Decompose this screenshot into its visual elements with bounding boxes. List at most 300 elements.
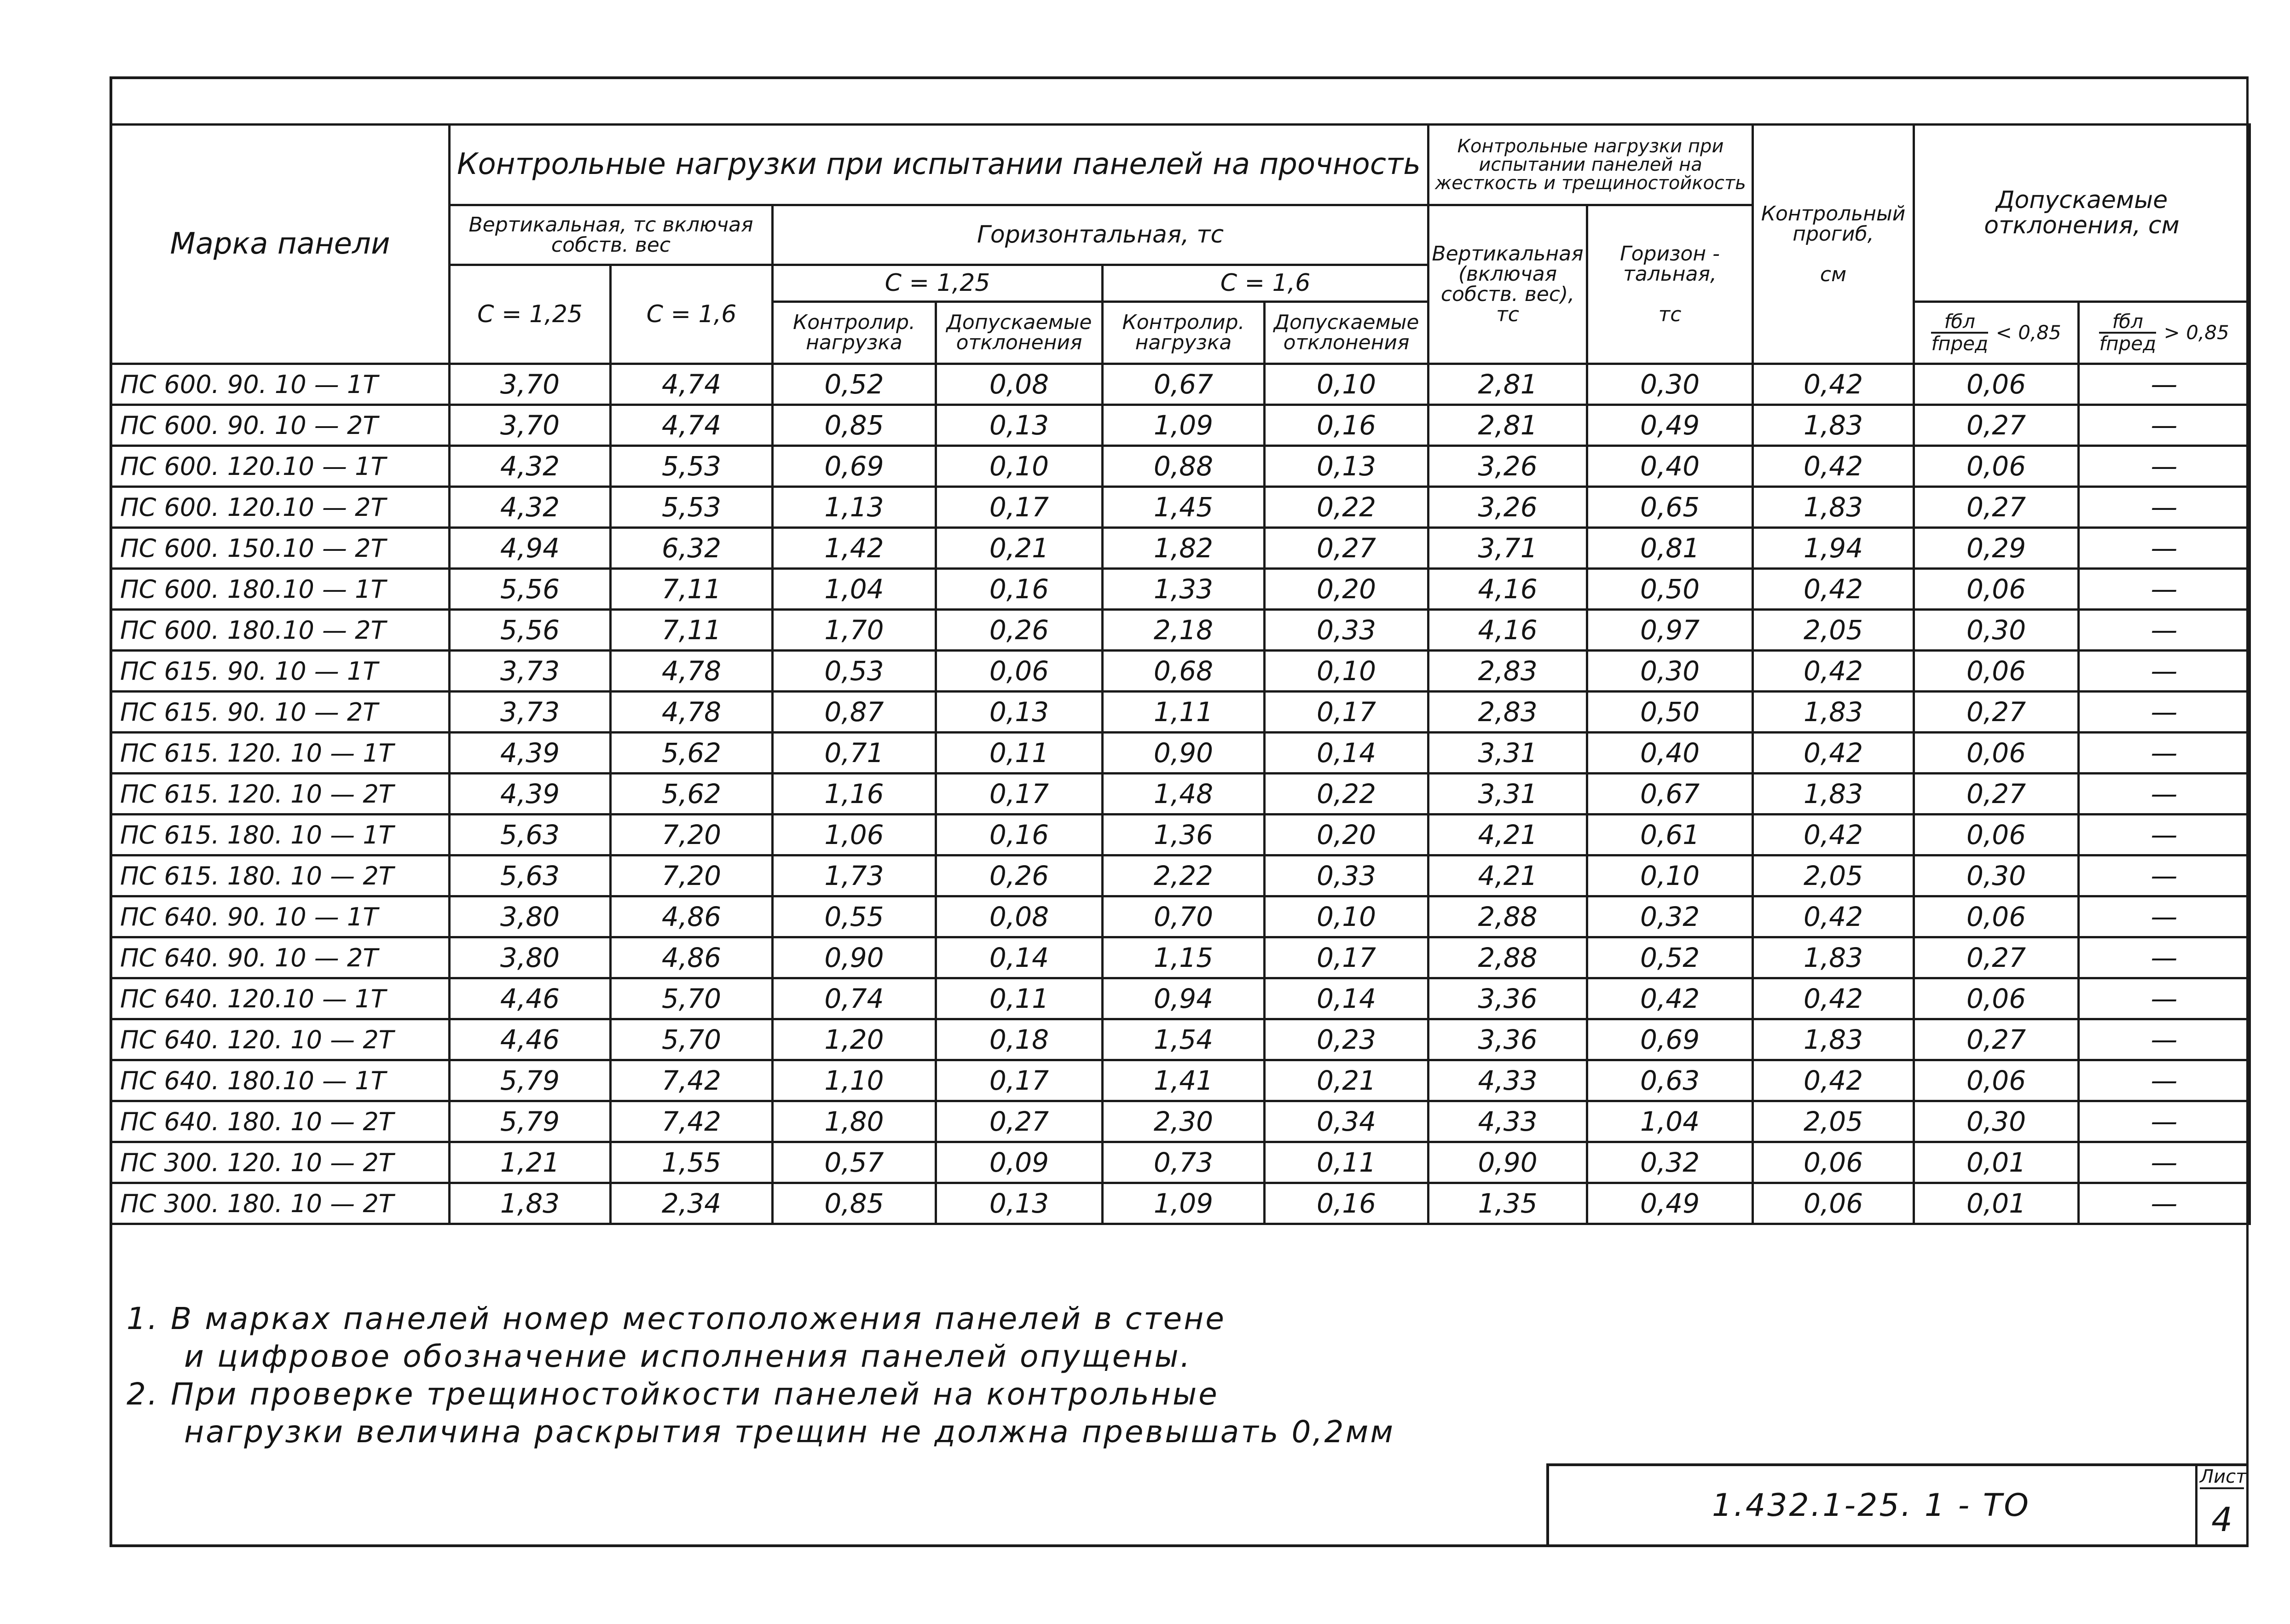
value-cell: 0,16 (936, 569, 1103, 610)
value-cell: 0,27 (1914, 692, 2079, 733)
value-cell: 0,22 (1265, 487, 1428, 528)
header-horizontal-tc: Горизонтальная, тс (773, 205, 1428, 265)
header-horizontal-stiff (1587, 205, 1753, 364)
value-cell: 1,13 (773, 487, 936, 528)
value-cell: 0,74 (773, 978, 936, 1019)
ratio-numerator-low: fбл (1931, 312, 1988, 334)
value-cell: 0,06 (1753, 1142, 1914, 1183)
value-cell: 7,42 (611, 1101, 773, 1142)
value-cell: 1,09 (1103, 405, 1265, 446)
notes (127, 1300, 1553, 1451)
panel-mark-cell: ПС 640. 180. 10 — 2Т (111, 1101, 450, 1142)
value-cell: 1,21 (450, 1142, 611, 1183)
value-cell: — (2079, 651, 2250, 692)
value-cell: — (2079, 896, 2250, 937)
value-cell: 2,88 (1428, 896, 1587, 937)
value-cell: 1,82 (1103, 528, 1265, 569)
panel-mark-cell: ПС 615. 90. 10 — 2Т (111, 692, 450, 733)
value-cell: — (2079, 1142, 2250, 1183)
value-cell: 0,10 (1265, 651, 1428, 692)
value-cell: 5,53 (611, 487, 773, 528)
table-row (111, 569, 2250, 610)
value-cell: 4,74 (611, 364, 773, 405)
sheet-label: Лист (2200, 1466, 2244, 1489)
value-cell: 5,62 (611, 733, 773, 774)
table-row (111, 651, 2250, 692)
ratio-fraction-low (1931, 312, 1988, 354)
value-cell: 0,53 (773, 651, 936, 692)
value-cell: 1,83 (1753, 405, 1914, 446)
value-cell: — (2079, 405, 2250, 446)
panel-mark-cell: ПС 615. 120. 10 — 2Т (111, 774, 450, 815)
table-row (111, 364, 2250, 405)
value-cell: 1,83 (450, 1183, 611, 1224)
value-cell: 0,30 (1914, 610, 2079, 651)
ratio-denominator-high: fпред (2099, 332, 2157, 355)
panel-mark-cell: ПС 640. 120.10 — 1Т (111, 978, 450, 1019)
value-cell: 0,34 (1265, 1101, 1428, 1142)
value-cell: 0,06 (1914, 446, 2079, 487)
value-cell: 0,42 (1753, 364, 1914, 405)
header-allowed-group: Допускаемые отклонения, см (1914, 125, 2250, 302)
header-panel-mark: Марка панели (111, 125, 450, 364)
note-1-line-1: 1. В марках панелей номер местоположения панелей в стене (127, 1301, 1226, 1336)
value-cell: 0,08 (936, 364, 1103, 405)
value-cell: 0,06 (1914, 896, 2079, 937)
value-cell: 0,11 (936, 733, 1103, 774)
table-row (111, 405, 2250, 446)
value-cell: 1,73 (773, 855, 936, 896)
value-cell: 0,26 (936, 610, 1103, 651)
value-cell: 0,17 (936, 1060, 1103, 1101)
value-cell: 0,61 (1587, 815, 1753, 855)
value-cell: 0,06 (1914, 815, 2079, 855)
value-cell: 1,06 (773, 815, 936, 855)
value-cell: 4,39 (450, 733, 611, 774)
table-row (111, 855, 2250, 896)
value-cell: 2,83 (1428, 692, 1587, 733)
value-cell: — (2079, 978, 2250, 1019)
value-cell: 1,45 (1103, 487, 1265, 528)
value-cell: 0,57 (773, 1142, 936, 1183)
value-cell: 0,63 (1587, 1060, 1753, 1101)
value-cell: 0,94 (1103, 978, 1265, 1019)
value-cell: 4,33 (1428, 1060, 1587, 1101)
value-cell: 1,83 (1753, 774, 1914, 815)
value-cell: — (2079, 937, 2250, 978)
value-cell: 3,80 (450, 896, 611, 937)
value-cell: 0,14 (1265, 978, 1428, 1019)
value-cell: 0,81 (1587, 528, 1753, 569)
value-cell: 0,32 (1587, 1142, 1753, 1183)
value-cell: 0,06 (1914, 569, 2079, 610)
value-cell: 0,85 (773, 1183, 936, 1224)
load-table (110, 123, 2251, 1225)
panel-mark-cell: ПС 640. 90. 10 — 2Т (111, 937, 450, 978)
table-row (111, 1142, 2250, 1183)
value-cell: 1,83 (1753, 1019, 1914, 1060)
value-cell: 0,42 (1753, 651, 1914, 692)
value-cell: 0,49 (1587, 1183, 1753, 1224)
table-row (111, 610, 2250, 651)
value-cell: 1,10 (773, 1060, 936, 1101)
value-cell: 0,90 (1103, 733, 1265, 774)
value-cell: 3,36 (1428, 978, 1587, 1019)
table-row (111, 774, 2250, 815)
panel-mark-cell: ПС 615. 180. 10 — 2Т (111, 855, 450, 896)
value-cell: 0,13 (936, 1183, 1103, 1224)
value-cell: 0,21 (936, 528, 1103, 569)
ratio-numerator-high: fбл (2099, 312, 2156, 334)
value-cell: 1,83 (1753, 937, 1914, 978)
value-cell: 4,78 (611, 651, 773, 692)
value-cell: 0,20 (1265, 569, 1428, 610)
value-cell: 5,56 (450, 610, 611, 651)
panel-mark-cell: ПС 600. 120.10 — 2Т (111, 487, 450, 528)
value-cell: 2,22 (1103, 855, 1265, 896)
value-cell: 4,21 (1428, 855, 1587, 896)
value-cell: 0,27 (1265, 528, 1428, 569)
value-cell: 0,90 (773, 937, 936, 978)
value-cell: 2,05 (1753, 1101, 1914, 1142)
value-cell: 0,50 (1587, 692, 1753, 733)
value-cell: 0,67 (1103, 364, 1265, 405)
value-cell: 0,10 (1265, 364, 1428, 405)
value-cell: 3,36 (1428, 1019, 1587, 1060)
value-cell: 0,42 (1753, 896, 1914, 937)
note-1-line-2: и цифровое обозначение исполнения панелей опущены. (184, 1339, 1192, 1374)
header-vertical-incl-weight: Вертикальная, тс включая собств. вес (450, 205, 773, 265)
value-cell: 0,22 (1265, 774, 1428, 815)
table-row (111, 1183, 2250, 1224)
value-cell: 0,06 (1914, 364, 2079, 405)
table-row (111, 1101, 2250, 1142)
value-cell: 0,88 (1103, 446, 1265, 487)
value-cell: 0,40 (1587, 733, 1753, 774)
value-cell: 1,16 (773, 774, 936, 815)
value-cell: 3,31 (1428, 733, 1587, 774)
value-cell: 0,30 (1587, 364, 1753, 405)
panel-mark-cell: ПС 600. 90. 10 — 1Т (111, 364, 450, 405)
value-cell: 1,83 (1753, 487, 1914, 528)
value-cell: 0,06 (1914, 978, 2079, 1019)
value-cell: 0,42 (1587, 978, 1753, 1019)
header-horizontal-stiff-label: Горизон - тальная, (1620, 242, 1720, 286)
value-cell: 5,79 (450, 1101, 611, 1142)
value-cell: 1,48 (1103, 774, 1265, 815)
value-cell: — (2079, 610, 2250, 651)
value-cell: 0,90 (1428, 1142, 1587, 1183)
note-2-line-1: 2. При проверке трещиностойкости панелей на контрольные (127, 1376, 1219, 1412)
value-cell: 4,46 (450, 1019, 611, 1060)
header-controlled-load-1: Контролир. нагрузка (773, 302, 936, 364)
value-cell: 0,27 (936, 1101, 1103, 1142)
value-cell: 0,29 (1914, 528, 2079, 569)
value-cell: 0,87 (773, 692, 936, 733)
value-cell: 0,52 (1587, 937, 1753, 978)
ratio-denominator-low: fпред (1931, 332, 1989, 355)
value-cell: 3,73 (450, 692, 611, 733)
table-row (111, 978, 2250, 1019)
value-cell: 5,56 (450, 569, 611, 610)
value-cell: 3,80 (450, 937, 611, 978)
header-c16-a: С = 1,6 (611, 265, 773, 364)
value-cell: 0,30 (1914, 855, 2079, 896)
value-cell: 4,94 (450, 528, 611, 569)
value-cell: 1,54 (1103, 1019, 1265, 1060)
value-cell: 7,11 (611, 610, 773, 651)
value-cell: 0,01 (1914, 1142, 2079, 1183)
value-cell: 0,67 (1587, 774, 1753, 815)
value-cell: 1,04 (1587, 1101, 1753, 1142)
value-cell: 0,33 (1265, 610, 1428, 651)
panel-mark-cell: ПС 615. 120. 10 — 1Т (111, 733, 450, 774)
value-cell: 5,63 (450, 855, 611, 896)
value-cell: 0,10 (936, 446, 1103, 487)
value-cell: 3,70 (450, 405, 611, 446)
value-cell: 1,55 (611, 1142, 773, 1183)
value-cell: 0,71 (773, 733, 936, 774)
value-cell: 3,26 (1428, 487, 1587, 528)
value-cell: 0,52 (773, 364, 936, 405)
value-cell: 5,53 (611, 446, 773, 487)
panel-mark-cell: ПС 640. 90. 10 — 1Т (111, 896, 450, 937)
panel-mark-cell: ПС 600. 180.10 — 1Т (111, 569, 450, 610)
value-cell: 0,09 (936, 1142, 1103, 1183)
value-cell: 0,17 (936, 774, 1103, 815)
value-cell: 2,81 (1428, 364, 1587, 405)
header-deflection-unit: см (1820, 262, 1847, 286)
value-cell: 7,11 (611, 569, 773, 610)
value-cell: 7,42 (611, 1060, 773, 1101)
value-cell: 0,42 (1753, 815, 1914, 855)
value-cell: 0,06 (1914, 1060, 2079, 1101)
table-row (111, 896, 2250, 937)
panel-mark-cell: ПС 600. 120.10 — 1Т (111, 446, 450, 487)
value-cell: 0,10 (1265, 896, 1428, 937)
value-cell: 0,42 (1753, 733, 1914, 774)
value-cell: 4,74 (611, 405, 773, 446)
value-cell: 4,16 (1428, 610, 1587, 651)
value-cell: 1,70 (773, 610, 936, 651)
header-strength-group: Контрольные нагрузки при испытании панелей на прочность (450, 125, 1428, 205)
value-cell: 1,11 (1103, 692, 1265, 733)
value-cell: 0,14 (936, 937, 1103, 978)
value-cell: 0,69 (773, 446, 936, 487)
value-cell: 4,32 (450, 446, 611, 487)
value-cell: 4,78 (611, 692, 773, 733)
value-cell: 0,32 (1587, 896, 1753, 937)
value-cell: 0,50 (1587, 569, 1753, 610)
value-cell: — (2079, 1060, 2250, 1101)
value-cell: 0,42 (1753, 978, 1914, 1019)
value-cell: 0,27 (1914, 774, 2079, 815)
value-cell: 0,23 (1265, 1019, 1428, 1060)
document-code: 1.432.1-25. 1 - ТО (1712, 1487, 2030, 1524)
value-cell: 4,16 (1428, 569, 1587, 610)
value-cell: 5,70 (611, 1019, 773, 1060)
value-cell: — (2079, 1019, 2250, 1060)
header-c16-b: С = 1,6 (1103, 265, 1428, 302)
value-cell: 5,79 (450, 1060, 611, 1101)
panel-mark-cell: ПС 600. 150.10 — 2Т (111, 528, 450, 569)
table-row (111, 528, 2250, 569)
value-cell: — (2079, 364, 2250, 405)
note-2-line-2: нагрузки величина раскрытия трещин не должна превышать 0,2мм (184, 1414, 1395, 1450)
value-cell: 1,36 (1103, 815, 1265, 855)
value-cell: 4,86 (611, 937, 773, 978)
value-cell: 0,68 (1103, 651, 1265, 692)
value-cell: 5,63 (450, 815, 611, 855)
value-cell: 0,17 (1265, 937, 1428, 978)
table-row (111, 692, 2250, 733)
value-cell: 0,30 (1587, 651, 1753, 692)
value-cell: 1,83 (1753, 692, 1914, 733)
value-cell: 0,16 (936, 815, 1103, 855)
value-cell: 2,83 (1428, 651, 1587, 692)
value-cell: 1,41 (1103, 1060, 1265, 1101)
value-cell: 2,34 (611, 1183, 773, 1224)
ratio-compare-low: < 0,85 (1995, 321, 2061, 344)
value-cell: 2,88 (1428, 937, 1587, 978)
header-ratio-high (2079, 302, 2250, 364)
header-c125-b: С = 1,25 (773, 265, 1103, 302)
value-cell: 0,49 (1587, 405, 1753, 446)
value-cell: 0,20 (1265, 815, 1428, 855)
header-deflection (1753, 125, 1914, 364)
header-allowed-dev-1: Допускаемые отклонения (936, 302, 1103, 364)
panel-mark-cell: ПС 615. 180. 10 — 1Т (111, 815, 450, 855)
value-cell: 4,32 (450, 487, 611, 528)
value-cell: 3,26 (1428, 446, 1587, 487)
value-cell: 0,16 (1265, 1183, 1428, 1224)
value-cell: 0,21 (1265, 1060, 1428, 1101)
header-ratio-low (1914, 302, 2079, 364)
value-cell: 3,70 (450, 364, 611, 405)
value-cell: 0,42 (1753, 569, 1914, 610)
value-cell: 0,65 (1587, 487, 1753, 528)
value-cell: 0,26 (936, 855, 1103, 896)
value-cell: 0,13 (936, 692, 1103, 733)
header-vertical-stiff: Вертикальная (включая собств. вес), тс (1428, 205, 1587, 364)
panel-mark-cell: ПС 600. 90. 10 — 2Т (111, 405, 450, 446)
panel-mark-cell: ПС 640. 120. 10 — 2Т (111, 1019, 450, 1060)
header-deflection-label: Контрольный прогиб, (1761, 202, 1906, 246)
value-cell: 1,42 (773, 528, 936, 569)
value-cell: 0,17 (1265, 692, 1428, 733)
value-cell: — (2079, 692, 2250, 733)
value-cell: — (2079, 815, 2250, 855)
value-cell: 1,09 (1103, 1183, 1265, 1224)
value-cell: — (2079, 569, 2250, 610)
header-stiffness-group: Контрольные нагрузки при испытании панелей на жесткость и трещиностойкость (1428, 125, 1753, 205)
value-cell: 2,05 (1753, 610, 1914, 651)
value-cell: 0,10 (1587, 855, 1753, 896)
value-cell: 4,33 (1428, 1101, 1587, 1142)
value-cell: 0,01 (1914, 1183, 2079, 1224)
table-row (111, 446, 2250, 487)
value-cell: 1,94 (1753, 528, 1914, 569)
value-cell: 0,42 (1753, 446, 1914, 487)
value-cell: 5,62 (611, 774, 773, 815)
table-row (111, 1019, 2250, 1060)
value-cell: 0,69 (1587, 1019, 1753, 1060)
value-cell: 0,27 (1914, 1019, 2079, 1060)
table-row (111, 733, 2250, 774)
value-cell: — (2079, 446, 2250, 487)
value-cell: 0,13 (1265, 446, 1428, 487)
value-cell: 2,05 (1753, 855, 1914, 896)
header-c125-a: С = 1,25 (450, 265, 611, 364)
value-cell: 1,35 (1428, 1183, 1587, 1224)
value-cell: 0,30 (1914, 1101, 2079, 1142)
value-cell: 1,04 (773, 569, 936, 610)
value-cell: 2,30 (1103, 1101, 1265, 1142)
value-cell: 0,06 (936, 651, 1103, 692)
value-cell: 1,15 (1103, 937, 1265, 978)
value-cell: — (2079, 528, 2250, 569)
value-cell: 0,73 (1103, 1142, 1265, 1183)
value-cell: 7,20 (611, 815, 773, 855)
value-cell: 4,21 (1428, 815, 1587, 855)
ratio-compare-high: > 0,85 (2163, 321, 2229, 344)
value-cell: 0,13 (936, 405, 1103, 446)
value-cell: — (2079, 487, 2250, 528)
value-cell: 4,46 (450, 978, 611, 1019)
value-cell: 0,11 (936, 978, 1103, 1019)
value-cell: 0,08 (936, 896, 1103, 937)
value-cell: 1,20 (773, 1019, 936, 1060)
value-cell: 0,11 (1265, 1142, 1428, 1183)
value-cell: 4,39 (450, 774, 611, 815)
value-cell: 0,70 (1103, 896, 1265, 937)
panel-mark-cell: ПС 300. 180. 10 — 2Т (111, 1183, 450, 1224)
value-cell: 3,73 (450, 651, 611, 692)
value-cell: 0,27 (1914, 487, 2079, 528)
table-row (111, 487, 2250, 528)
value-cell: 0,27 (1914, 405, 2079, 446)
value-cell: 2,81 (1428, 405, 1587, 446)
value-cell: 0,18 (936, 1019, 1103, 1060)
value-cell: — (2079, 855, 2250, 896)
value-cell: 0,85 (773, 405, 936, 446)
panel-mark-cell: ПС 615. 90. 10 — 1Т (111, 651, 450, 692)
value-cell: 0,42 (1753, 1060, 1914, 1101)
value-cell: 0,97 (1587, 610, 1753, 651)
value-cell: 0,33 (1265, 855, 1428, 896)
value-cell: — (2079, 1183, 2250, 1224)
table-row (111, 815, 2250, 855)
value-cell: 0,27 (1914, 937, 2079, 978)
table-body (111, 364, 2250, 1224)
header-controlled-load-2: Контролир. нагрузка (1103, 302, 1265, 364)
panel-mark-cell: ПС 600. 180.10 — 2Т (111, 610, 450, 651)
value-cell: — (2079, 733, 2250, 774)
value-cell: — (2079, 1101, 2250, 1142)
value-cell: 6,32 (611, 528, 773, 569)
value-cell: 0,06 (1753, 1183, 1914, 1224)
panel-mark-cell: ПС 300. 120. 10 — 2Т (111, 1142, 450, 1183)
sheet-number: 4 (2211, 1500, 2232, 1539)
value-cell: 2,18 (1103, 610, 1265, 651)
value-cell: 7,20 (611, 855, 773, 896)
value-cell: 0,17 (936, 487, 1103, 528)
ratio-fraction-high (2099, 312, 2156, 354)
value-cell: 1,33 (1103, 569, 1265, 610)
table-row (111, 937, 2250, 978)
value-cell: 0,40 (1587, 446, 1753, 487)
value-cell: 0,14 (1265, 733, 1428, 774)
